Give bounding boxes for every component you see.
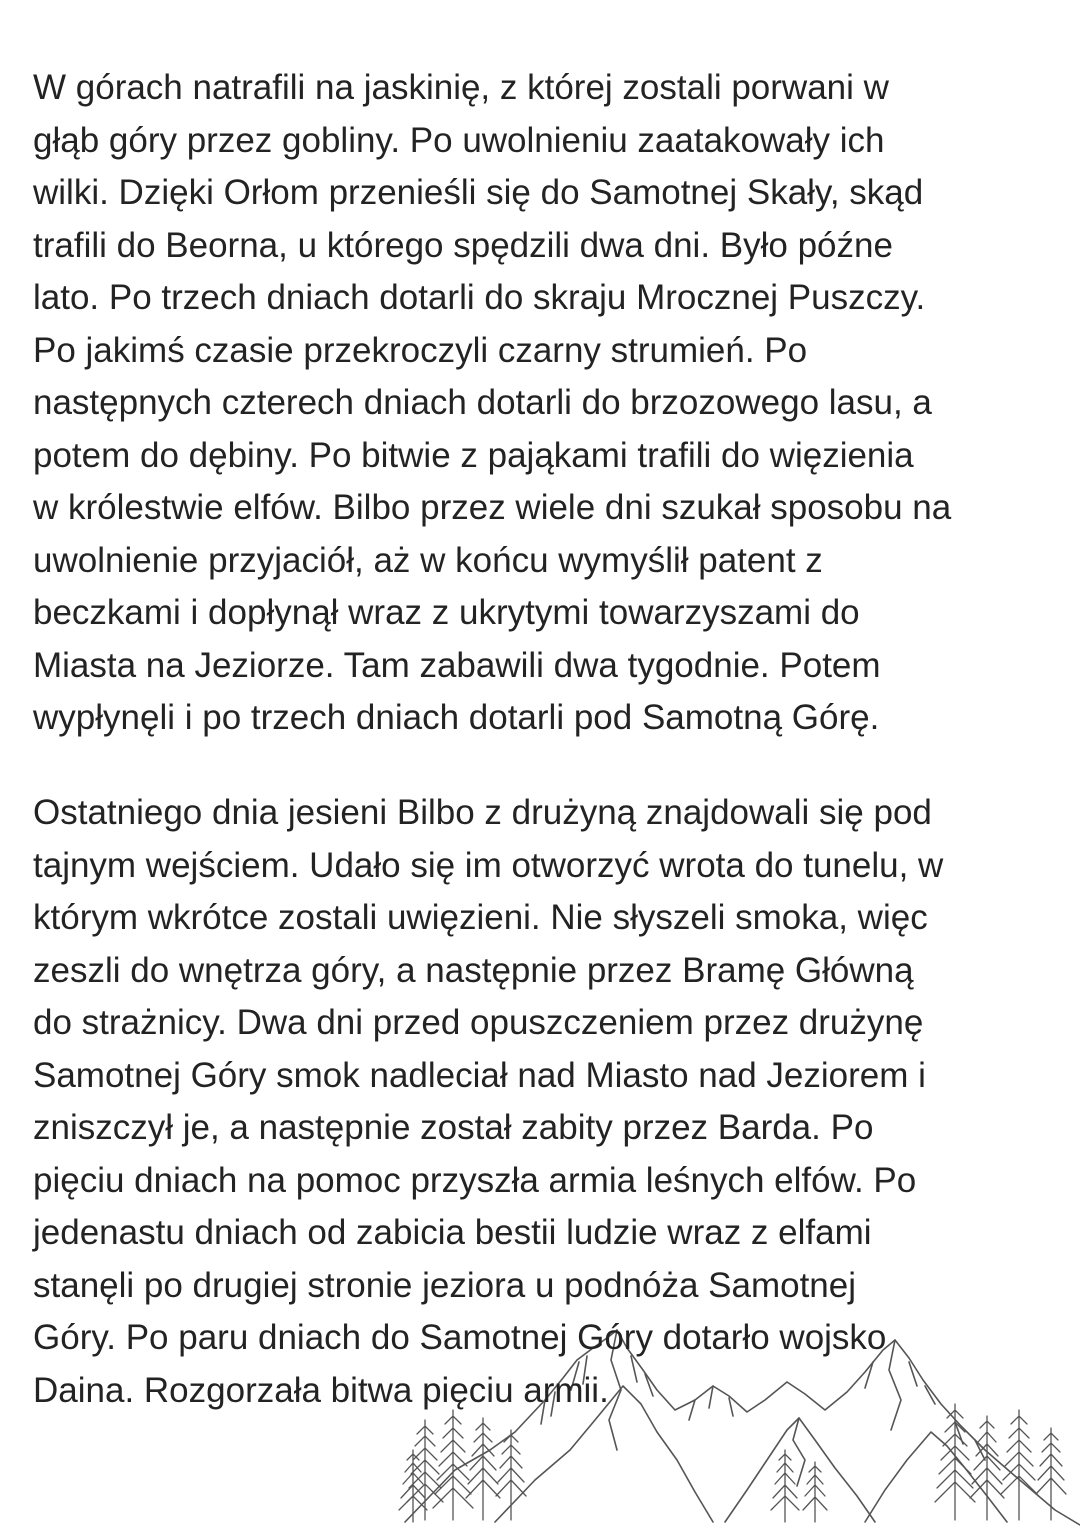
text-line: jedenastu dniach od zabicia bestii ludzie wraz z elfami [33, 1213, 872, 1252]
text-line: w królestwie elfów. Bilbo przez wiele dni szukał sposobu na [33, 488, 952, 527]
text-line: stanęli po drugiej stronie jeziora u podnóża Samotnej [33, 1265, 857, 1305]
text-line: Góry. Po paru dniach do Samotnej Góry dotarło wojsko [33, 1318, 887, 1357]
text-line: trafili do Beorna, u którego spędzili dwa dni. Było późne [33, 225, 893, 265]
text-line: zniszczył je, a następnie został zabity przez Barda. Po [33, 1108, 874, 1147]
paragraph-1 [33, 62, 1053, 745]
text-line: głąb góry przez gobliny. Po uwolnieniu zaatakowały ich [33, 120, 885, 160]
text-line: Miasta na Jeziorze. Tam zabawili dwa tygodnie. Potem [33, 645, 881, 685]
text-line: uwolnienie przyjaciół, aż w końcu wymyślił patent z [33, 540, 823, 580]
text-line: lato. Po trzech dniach dotarli do skraju Mrocznej Puszczy. [33, 278, 926, 317]
text-line: którym wkrótce zostali uwięzieni. Nie słyszeli smoka, więc [33, 898, 928, 937]
text-line: Daina. Rozgorzała bitwa pięciu armii. [33, 1370, 609, 1410]
paragraph-2 [33, 787, 1053, 1417]
text-line: Ostatniego dnia jesieni Bilbo z drużyną znajdowali się pod [33, 793, 932, 832]
text-line: następnych czterech dniach dotarli do brzozowego lasu, a [33, 383, 932, 422]
text-line: tajnym wejściem. Udało się im otworzyć wrota do tunelu, w [33, 845, 944, 885]
text-line: W górach natrafili na jaskinię, z której zostali porwani w [33, 68, 889, 107]
text-line: Samotnej Góry smok nadleciał nad Miasto nad Jeziorem i [33, 1055, 926, 1095]
text-line: wypłynęli i po trzech dniach dotarli pod Samotną Górę. [33, 698, 880, 737]
text-line: Po jakimś czasie przekroczyli czarny strumień. Po [33, 330, 808, 370]
text-line: potem do dębiny. Po bitwie z pająkami trafili do więzienia [33, 435, 914, 475]
text-line: do strażnicy. Dwa dni przed opuszczeniem przez drużynę [33, 1003, 924, 1042]
text-line: pięciu dniach na pomoc przyszła armia leśnych elfów. Po [33, 1160, 917, 1200]
text-line: wilki. Dzięki Orłom przenieśli się do Samotnej Skały, skąd [33, 173, 924, 212]
text-line: zeszli do wnętrza góry, a następnie przez Bramę Główną [33, 950, 914, 990]
text-line: beczkami i dopłynął wraz z ukrytymi towarzyszami do [33, 593, 860, 632]
